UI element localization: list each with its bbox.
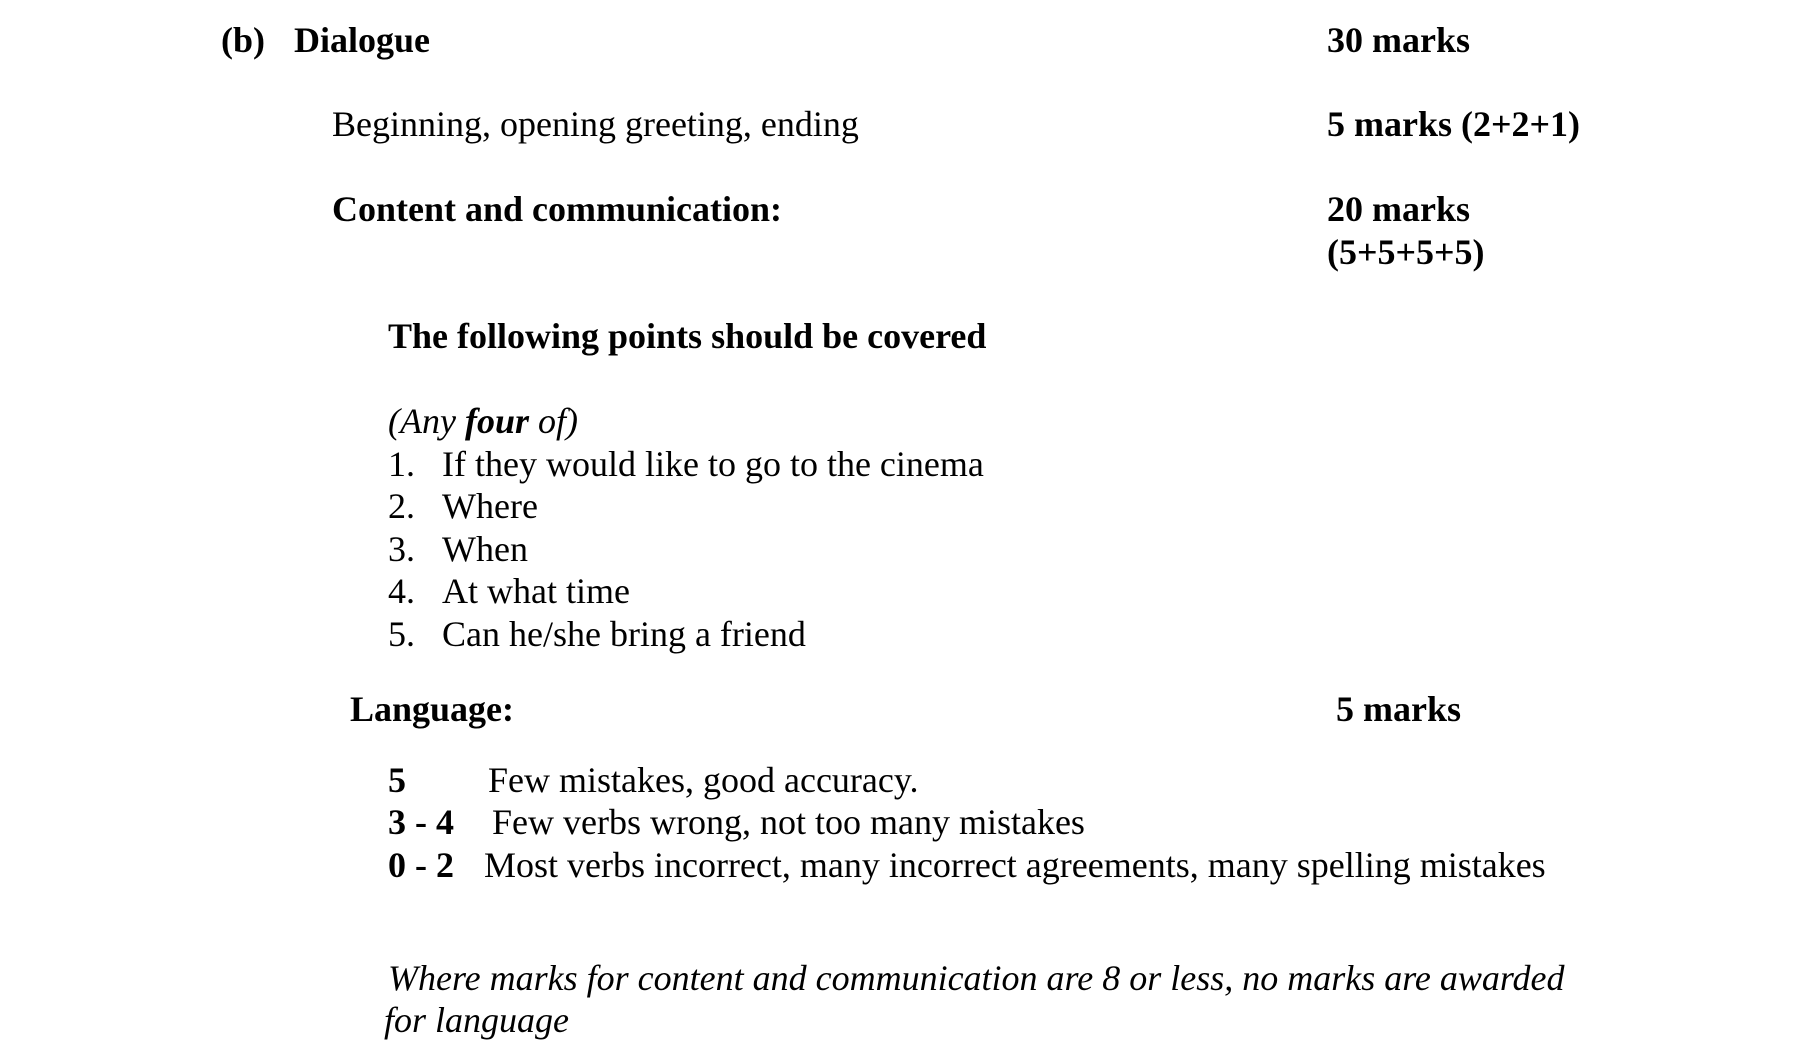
section-title: Dialogue [294,20,431,60]
point-number: 1. [388,444,415,484]
content-marks-line2: (5+5+5+5) [1327,232,1485,272]
language-note-line2: for language [384,1000,569,1040]
point-text: When [442,529,528,569]
point-number: 4. [388,571,415,611]
band-score: 5 [388,760,406,800]
point-number: 2. [388,486,415,526]
band-description: Few verbs wrong, not too many mistakes [492,802,1085,842]
beginning-label: Beginning, opening greeting, ending [332,104,859,144]
beginning-marks: 5 marks (2+2+1) [1327,104,1581,144]
content-marks-line1: 20 marks [1327,189,1470,229]
point-text: If they would like to go to the cinema [442,444,984,484]
language-note-line1: Where marks for content and communication are 8 or less, no marks are awarded [388,958,1565,998]
point-number: 3. [388,529,415,569]
point-number: 5. [388,614,415,654]
point-text: Can he/she bring a friend [442,614,806,654]
band-description: Few mistakes, good accuracy. [488,760,919,800]
band-score: 3 - 4 [388,802,454,842]
section-letter: (b) [221,20,265,60]
section-total-marks: 30 marks [1327,20,1470,60]
content-label: Content and communication: [332,189,783,229]
any-four-bold: four [464,401,529,441]
band-score: 0 - 2 [388,845,454,885]
any-prefix: (Any [388,401,465,441]
point-text: At what time [442,571,630,611]
any-suffix: of) [529,401,578,441]
language-marks: 5 marks [1336,689,1461,729]
point-text: Where [442,486,538,526]
band-description: Most verbs incorrect, many incorrect agreements, many spelling mistakes [484,845,1546,885]
any-four-note [388,403,578,439]
language-label: Language: [350,689,515,729]
points-heading: The following points should be covered [388,316,987,356]
